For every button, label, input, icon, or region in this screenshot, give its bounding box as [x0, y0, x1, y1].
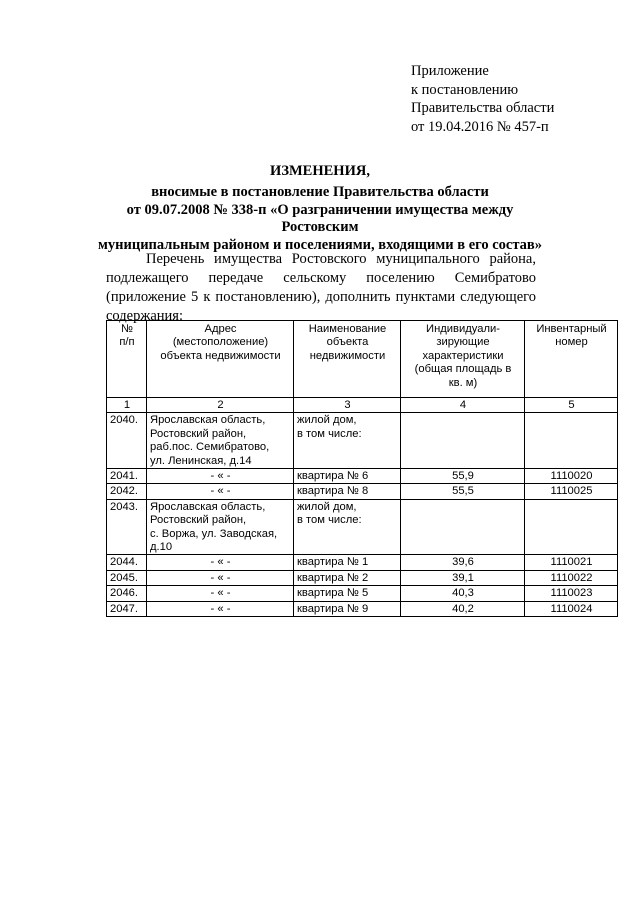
row-number-cell	[107, 413, 147, 469]
inventory-number-cell-text: 1110025	[550, 485, 593, 498]
row-number-cell-text: 2045.	[110, 571, 138, 584]
area-cell-text: 39,1	[452, 571, 474, 584]
row-number-cell-text: 2041.	[110, 470, 138, 483]
header-cell-name	[294, 321, 401, 398]
appendix-line: Правительства области	[411, 100, 555, 116]
table-row	[107, 484, 618, 499]
object-name-cell	[294, 555, 401, 570]
row-number-cell	[107, 601, 147, 616]
address-cell-text: д.10	[150, 541, 173, 554]
table-row	[107, 413, 618, 469]
address-cell-text: Ростовский район,	[150, 514, 247, 527]
object-name-cell-text: квартира № 9	[297, 602, 369, 615]
subtitle-line: от 09.07.2008 № 338-п «О разграничении имущества между Ростовским	[126, 201, 514, 235]
area-cell	[401, 586, 525, 601]
object-name-cell-text: жилой дом,	[297, 414, 357, 427]
area-cell	[401, 499, 525, 555]
row-number-cell-text: 2043.	[110, 500, 138, 513]
row-number-cell	[107, 586, 147, 601]
table-row	[107, 469, 618, 484]
row-number-cell-text: 2047.	[110, 602, 138, 615]
inventory-number-cell-text: 1110022	[550, 571, 593, 584]
column-number: 2	[147, 398, 294, 413]
area-cell-text: 55,9	[452, 470, 474, 483]
object-name-cell	[294, 413, 401, 469]
header-line: №	[120, 323, 133, 335]
row-number-cell	[107, 570, 147, 585]
inventory-number-cell	[525, 499, 618, 555]
header-line: кв. м)	[448, 376, 478, 389]
row-number-cell-text: 2044.	[110, 556, 138, 569]
address-cell-text: - « -	[210, 470, 231, 483]
object-name-cell	[294, 570, 401, 585]
address-cell-text: - « -	[210, 602, 231, 615]
column-numbers-row	[107, 398, 618, 413]
object-name-cell-text: в том числе:	[297, 514, 362, 527]
appendix-line: от 19.04.2016 № 457-п	[411, 118, 549, 135]
object-name-cell-text: квартира № 8	[297, 485, 369, 498]
header-line: характеристики	[422, 349, 504, 362]
object-name-cell-text: квартира № 2	[297, 571, 369, 584]
appendix-line: к постановлению	[411, 81, 519, 98]
area-cell	[401, 555, 525, 570]
header-cell-address	[147, 321, 294, 398]
column-number: 3	[294, 398, 401, 413]
subtitle-line: муниципальным районом и поселениями, входящими в его состав»	[98, 236, 542, 253]
object-name-cell-text: в том числе:	[297, 427, 362, 440]
appendix-block	[411, 62, 554, 136]
property-table	[106, 320, 618, 617]
address-cell	[147, 499, 294, 555]
inventory-number-cell-text: 1110024	[550, 602, 593, 615]
object-name-cell-text: квартира № 5	[297, 587, 369, 600]
address-cell-text: - « -	[210, 556, 231, 569]
address-cell-text: - « -	[210, 571, 231, 584]
column-number: 4	[401, 398, 525, 413]
area-cell	[401, 469, 525, 484]
body-paragraph: Перечень имущества Ростовского муниципального района, подлежащего передаче сельскому поселению Семибратово (приложение 5 к постановлению), дополнить пунктами следующего содержания:	[106, 251, 536, 324]
header-cell-number	[107, 321, 147, 398]
area-cell	[401, 601, 525, 616]
area-cell-text: 39,6	[452, 556, 474, 569]
address-cell-text: ул. Ленинская, д.14	[150, 454, 252, 467]
address-cell	[147, 601, 294, 616]
inventory-number-cell	[525, 601, 618, 616]
area-cell-text: 40,3	[452, 587, 474, 600]
table-row	[107, 555, 618, 570]
header-line: (местоположение)	[172, 336, 269, 349]
row-number-cell	[107, 499, 147, 555]
inventory-number-cell	[525, 555, 618, 570]
address-cell-text: - « -	[210, 587, 231, 600]
inventory-number-cell	[525, 570, 618, 585]
inventory-number-cell	[525, 484, 618, 499]
table-row	[107, 570, 618, 585]
header-line: (общая площадь в	[414, 363, 512, 376]
inventory-number-cell-text: 1110021	[550, 556, 593, 569]
header-line: недвижимости	[309, 349, 386, 362]
area-cell-text: 40,2	[452, 602, 474, 615]
object-name-cell-text: жилой дом,	[297, 500, 357, 513]
header-cell-inventory	[525, 321, 618, 398]
area-cell	[401, 484, 525, 499]
address-cell-text: с. Воржа, ул. Заводская,	[150, 527, 278, 540]
address-cell	[147, 413, 294, 469]
row-number-cell-text: 2046.	[110, 587, 138, 600]
column-number: 5	[525, 398, 618, 413]
header-line: Наименование	[308, 323, 387, 335]
object-name-cell-text: квартира № 1	[297, 556, 369, 569]
header-line: Адрес	[204, 323, 237, 335]
address-cell	[147, 586, 294, 601]
header-line: зирующие	[436, 336, 490, 349]
inventory-number-cell-text: 1110023	[550, 587, 593, 600]
header-line: объекта недвижимости	[160, 349, 281, 362]
table-header-row	[107, 321, 618, 398]
address-cell-text: Ярославская область,	[150, 414, 266, 427]
area-cell	[401, 570, 525, 585]
address-cell	[147, 570, 294, 585]
column-number: 1	[107, 398, 147, 413]
row-number-cell-text: 2042.	[110, 485, 138, 498]
address-cell	[147, 484, 294, 499]
document-subtitle	[90, 184, 550, 254]
header-line: номер	[555, 336, 588, 349]
address-cell	[147, 555, 294, 570]
address-cell	[147, 469, 294, 484]
header-line: Инвентарный	[536, 323, 607, 335]
inventory-number-cell	[525, 469, 618, 484]
header-cell-characteristics	[401, 321, 525, 398]
object-name-cell	[294, 469, 401, 484]
address-cell-text: Ярославская область,	[150, 500, 266, 513]
table-row	[107, 499, 618, 555]
table-body	[107, 413, 618, 617]
address-cell-text: Ростовский район,	[150, 427, 247, 440]
table-row	[107, 601, 618, 616]
table-row	[107, 586, 618, 601]
appendix-line: Приложение	[411, 63, 489, 79]
object-name-cell-text: квартира № 6	[297, 470, 369, 483]
row-number-cell-text: 2040.	[110, 414, 138, 427]
header-line: п/п	[119, 336, 135, 349]
area-cell-text: 55,5	[452, 485, 474, 498]
row-number-cell	[107, 484, 147, 499]
subtitle-line: вносимые в постановление Правительства области	[151, 184, 489, 200]
inventory-number-cell	[525, 413, 618, 469]
header-line: Индивидуали-	[426, 323, 500, 335]
address-cell-text: - « -	[210, 485, 231, 498]
object-name-cell	[294, 586, 401, 601]
inventory-number-cell-text: 1110020	[550, 470, 593, 483]
inventory-number-cell	[525, 586, 618, 601]
row-number-cell	[107, 469, 147, 484]
object-name-cell	[294, 601, 401, 616]
header-line: объекта	[326, 336, 369, 349]
document-title: ИЗМЕНЕНИЯ,	[270, 163, 370, 179]
row-number-cell	[107, 555, 147, 570]
object-name-cell	[294, 499, 401, 555]
area-cell	[401, 413, 525, 469]
address-cell-text: раб.пос. Семибратово,	[150, 441, 270, 454]
object-name-cell	[294, 484, 401, 499]
